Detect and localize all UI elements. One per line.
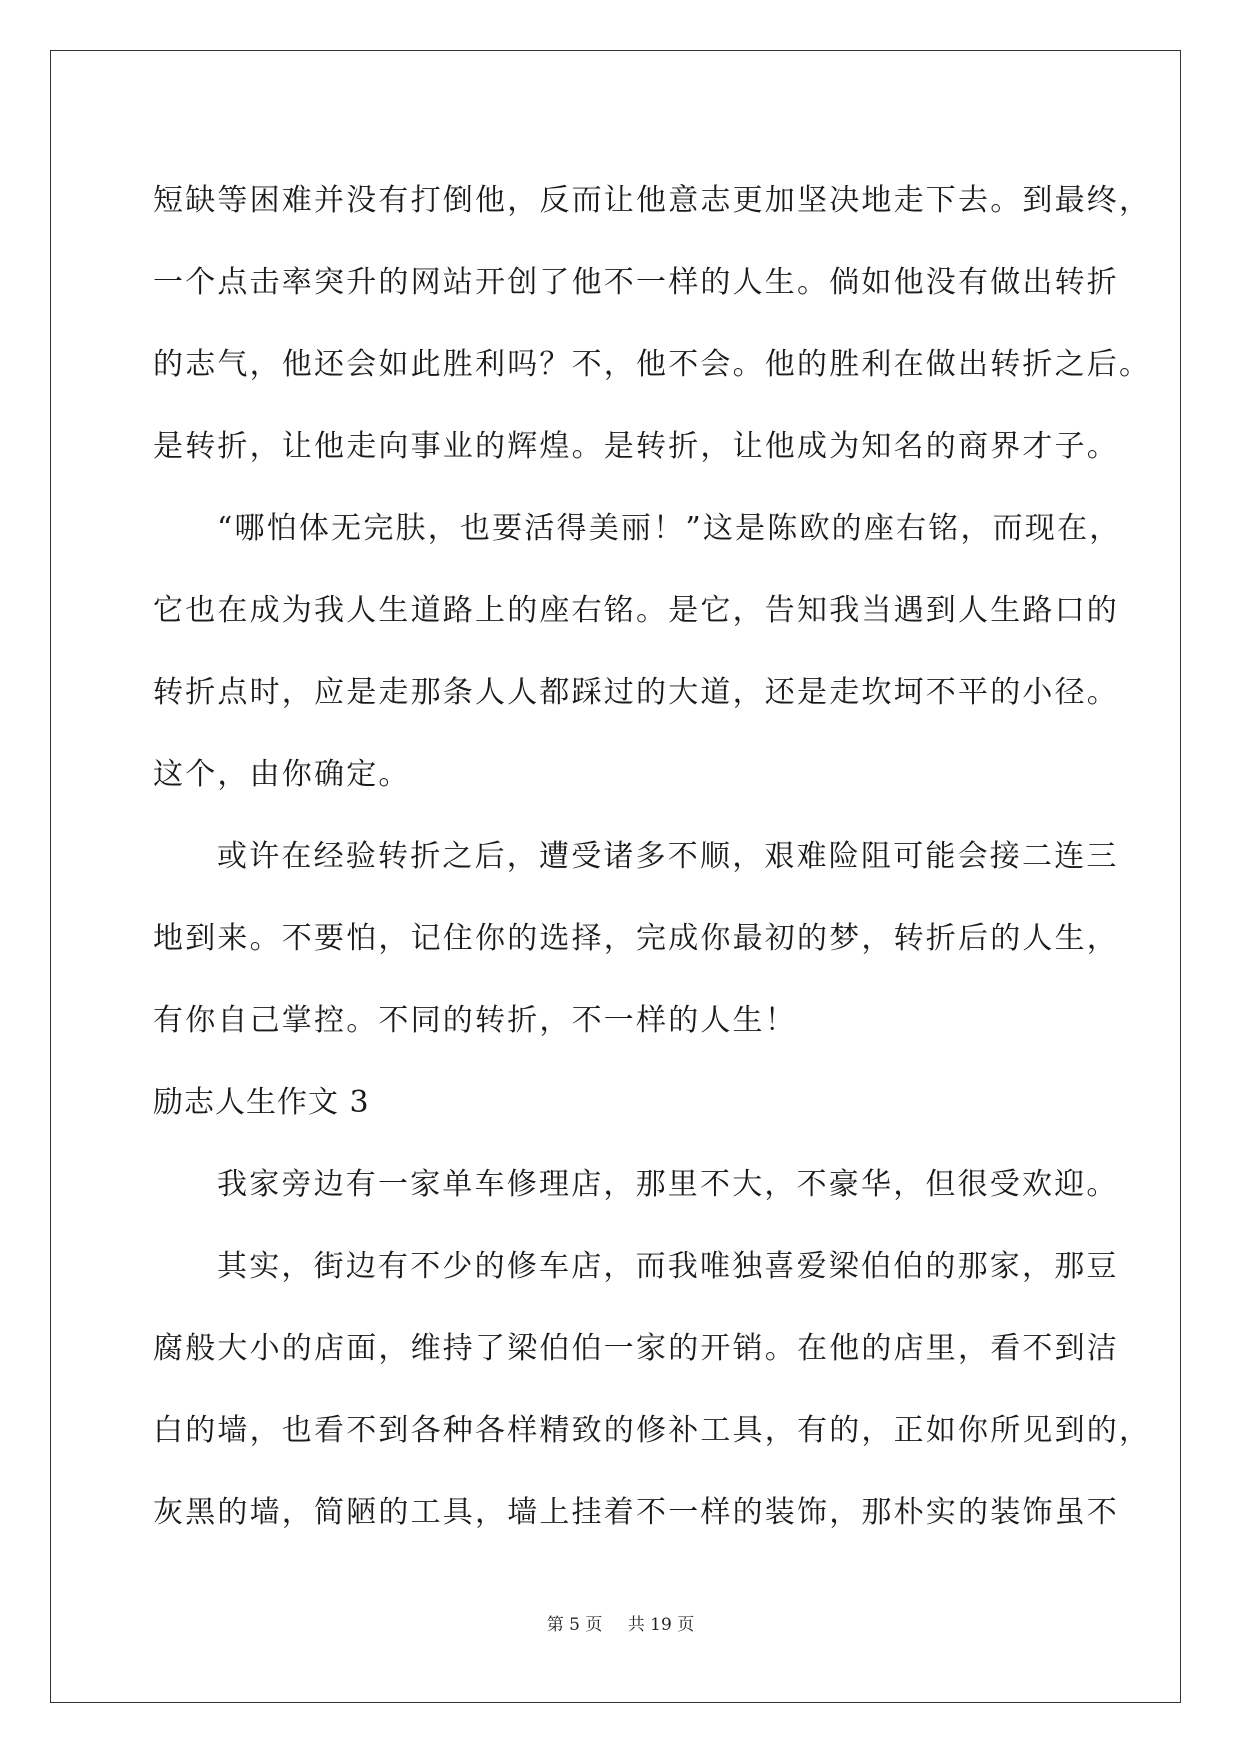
text-line: 其实，街边有不少的修车店，而我唯独喜爱梁伯伯的那家，那豆 <box>217 1249 1119 1284</box>
page-total: 共 19 页 <box>627 1615 695 1635</box>
text-line: 腐般大小的店面，维持了梁伯伯一家的开销。在他的店里，看不到洁 <box>153 1331 1119 1366</box>
page-footer <box>0 1610 1241 1635</box>
text-line: 转折点时，应是走那条人人都踩过的大道，还是走坎坷不平的小径。 <box>153 675 1119 710</box>
text-line: 它也在成为我人生道路上的座右铭。是它，告知我当遇到人生路口的 <box>153 593 1119 628</box>
text-line: 或许在经验转折之后，遭受诸多不顺，艰难险阻可能会接二连三 <box>217 839 1119 874</box>
text-line: 有你自己掌控。不同的转折，不一样的人生！ <box>153 1003 797 1038</box>
text-line: 的志气，他还会如此胜利吗？不，他不会。他的胜利在做出转折之后。 <box>153 347 1152 382</box>
text-line: 一个点击率突升的网站开创了他不一样的人生。倘如他没有做出转折 <box>153 265 1119 300</box>
document-body <box>153 160 1152 1554</box>
text-line: 这个，由你确定。 <box>153 757 411 792</box>
text-line: “哪怕体无完肤，也要活得美丽！”这是陈欧的座右铭，而现在， <box>217 511 1122 546</box>
text-line: 是转折，让他走向事业的辉煌。是转折，让他成为知名的商界才子。 <box>153 429 1119 464</box>
text-line: 白的墙，也看不到各种各样精致的修补工具，有的，正如你所见到的， <box>153 1413 1152 1448</box>
text-line: 短缺等困难并没有打倒他，反而让他意志更加坚决地走下去。到最终， <box>153 183 1152 218</box>
text-line: 灰黑的墙，简陋的工具，墙上挂着不一样的装饰，那朴实的装饰虽不 <box>153 1495 1119 1530</box>
section-heading: 励志人生作文 3 <box>153 1085 370 1120</box>
page-number: 第 5 页 <box>546 1615 603 1635</box>
text-line: 我家旁边有一家单车修理店，那里不大，不豪华，但很受欢迎。 <box>217 1167 1119 1202</box>
text-line: 地到来。不要怕，记住你的选择，完成你最初的梦，转折后的人生， <box>153 921 1119 956</box>
